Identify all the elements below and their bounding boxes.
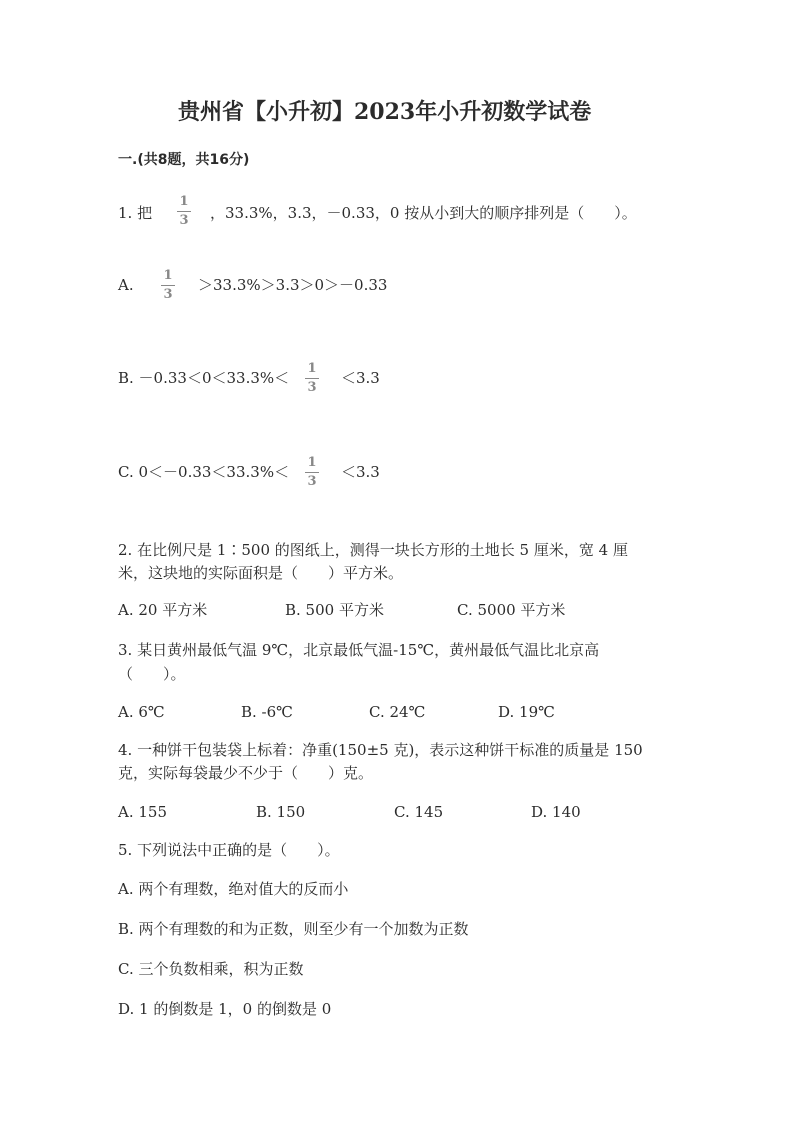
q4-option-c: C. 145 — [394, 803, 444, 821]
q3-option-a: A. 6℃ — [118, 703, 165, 721]
q1-stem-start: 1. 把 — [118, 204, 153, 222]
q3-option-b: B. -6℃ — [241, 703, 293, 721]
fraction-denominator: 3 — [163, 287, 173, 302]
fraction-one-third — [304, 362, 320, 395]
q2-option-b: B. 500 平方米 — [285, 601, 384, 619]
fraction-bar — [177, 211, 191, 212]
q3-option-d: D. 19℃ — [498, 703, 555, 721]
q1-option-a-label: A. — [118, 276, 134, 294]
q3-stem-line-1: 3. 某日黄州最低气温 9℃，北京最低气温-15℃，黄州最低气温比北京高 — [118, 641, 600, 659]
fraction-numerator: 1 — [163, 268, 173, 283]
fraction-denominator: 3 — [307, 474, 317, 489]
q1-option-a-text: ＞33.3%＞3.3＞0＞－0.33 — [198, 276, 388, 294]
q2-stem-line-2: 米，这块地的实际面积是（ ）平方米。 — [118, 564, 404, 582]
q5-option-d: D. 1 的倒数是 1，0 的倒数是 0 — [118, 1000, 332, 1018]
fraction-one-third — [176, 195, 192, 228]
q3-stem-line-2: （ ）。 — [118, 665, 186, 683]
q4-option-b: B. 150 — [256, 803, 306, 821]
q1-option-b-text: B. －0.33＜0＜33.3%＜ — [118, 369, 290, 387]
q3-option-c: C. 24℃ — [369, 703, 426, 721]
fraction-bar — [305, 472, 319, 473]
fraction-bar — [161, 285, 175, 286]
q5-option-b: B. 两个有理数的和为正数，则至少有一个加数为正数 — [118, 920, 469, 938]
fraction-one-third — [304, 456, 320, 489]
fraction-denominator: 3 — [179, 213, 189, 228]
fraction-numerator: 1 — [307, 455, 317, 470]
q2-stem-line-1: 2. 在比例尺是 1∶500 的图纸上，测得一块长方形的土地长 5 厘米，宽 4 厘 — [118, 541, 628, 559]
fraction-numerator: 1 — [307, 361, 317, 376]
q4-stem-line-2: 克，实际每袋最少不少于（ ）克。 — [118, 764, 374, 782]
fraction-numerator: 1 — [179, 194, 189, 209]
q4-option-d: D. 140 — [531, 803, 581, 821]
q5-stem: 5. 下列说法中正确的是（ ）。 — [118, 841, 340, 859]
q5-option-c: C. 三个负数相乘，积为正数 — [118, 960, 304, 978]
page-title: 贵州省【小升初】2023年小升初数学试卷 — [178, 99, 592, 125]
q1-option-c-tail: ＜3.3 — [341, 463, 380, 481]
section-heading: 一.(共8题，共16分) — [118, 152, 250, 168]
q2-option-c: C. 5000 平方米 — [457, 601, 566, 619]
q1-option-b-tail: ＜3.3 — [341, 369, 380, 387]
q2-option-a: A. 20 平方米 — [118, 601, 208, 619]
fraction-one-third — [160, 269, 176, 302]
q4-stem-line-1: 4. 一种饼干包装袋上标着：净重(150±5 克)，表示这种饼干标准的质量是 150 — [118, 741, 643, 759]
q1-stem-end: ，33.3%，3.3，－0.33，0 按从小到大的顺序排列是（ ）。 — [210, 204, 637, 222]
q5-option-a: A. 两个有理数，绝对值大的反而小 — [118, 880, 349, 898]
fraction-denominator: 3 — [307, 380, 317, 395]
fraction-bar — [305, 378, 319, 379]
q1-option-c-text: C. 0＜－0.33＜33.3%＜ — [118, 463, 290, 481]
q4-option-a: A. 155 — [118, 803, 167, 821]
